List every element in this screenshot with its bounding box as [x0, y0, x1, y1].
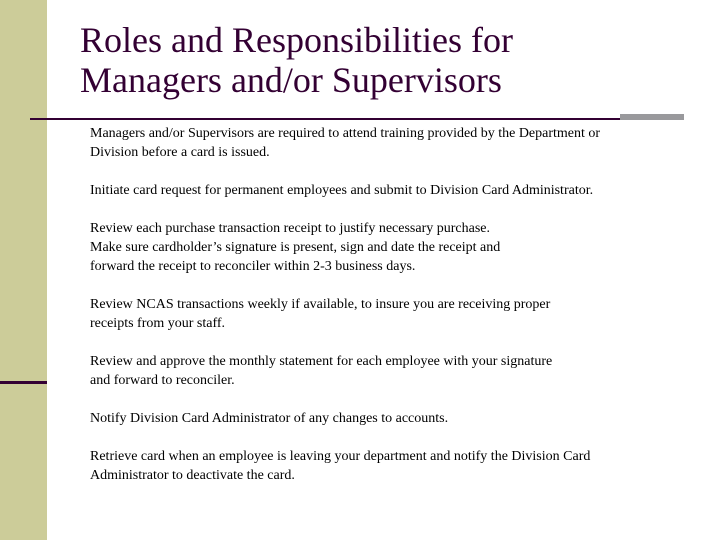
slide-title [80, 20, 700, 100]
title-line: Managers and/or Supervisors [80, 60, 502, 100]
slide-body [90, 124, 690, 504]
text-line: Make sure cardholder’s signature is present, sign and date the receipt and [90, 240, 501, 255]
text-line: Administrator to deactivate the card. [90, 468, 295, 483]
paragraph-ncas [90, 295, 690, 333]
title-line: Roles and Responsibilities for [80, 20, 513, 60]
paragraph-card-request [90, 181, 690, 200]
paragraph-retrieve-card [90, 447, 690, 485]
text-line: Review and approve the monthly statement for each employee with your signature [90, 354, 553, 369]
paragraph-review-receipts [90, 219, 690, 276]
paragraph-notify-changes [90, 409, 690, 428]
text-line: receipts from your staff. [90, 316, 226, 331]
title-underline [30, 118, 620, 120]
title-underline-accent [620, 114, 684, 120]
left-band-stripe [0, 381, 47, 384]
text-line: Review NCAS transactions weekly if available, to insure you are receiving proper [90, 297, 551, 312]
text-line: Review each purchase transaction receipt to justify necessary purchase. [90, 221, 490, 236]
text-line: Notify Division Card Administrator of any changes to accounts. [90, 411, 449, 426]
text-line: Retrieve card when an employee is leaving your department and notify the Division Card [90, 449, 591, 464]
text-line: Division before a card is issued. [90, 145, 270, 160]
text-line: Initiate card request for permanent employees and submit to Division Card Administrator. [90, 183, 594, 198]
paragraph-training [90, 124, 690, 162]
text-line: Managers and/or Supervisors are required to attend training provided by the Department or [90, 126, 601, 141]
text-line: forward the receipt to reconciler within 2-3 business days. [90, 259, 416, 274]
text-line: and forward to reconciler. [90, 373, 235, 388]
paragraph-monthly-statement [90, 352, 690, 390]
left-decorative-band [0, 0, 47, 540]
